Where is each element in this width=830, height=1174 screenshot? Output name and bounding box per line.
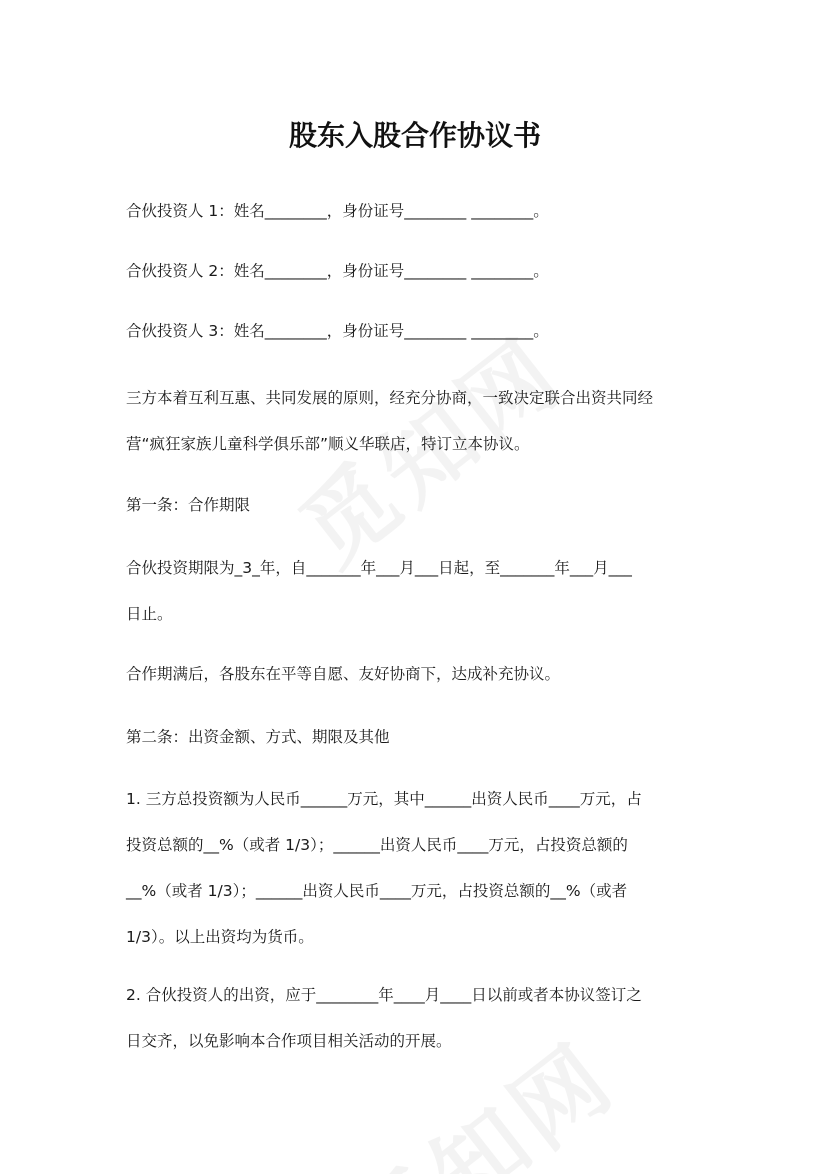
intro-paragraph — [126, 375, 711, 467]
item-2-line: 日交齐，以免影响本合作项目相关活动的开展。 — [126, 1032, 452, 1050]
item-1-line: 投资总额的__%（或者 1/3）；______出资人民币____万元，占投资总额的 — [126, 836, 628, 854]
intro-line: 三方本着互利互惠、共同发展的原则，经充分协商，一致决定联合出资共同经 — [126, 389, 654, 407]
article-2-heading: 第二条：出资金额、方式、期限及其他 — [126, 728, 390, 746]
article-1-heading: 第一条：合作期限 — [126, 496, 251, 514]
item-2-line: 2. 合伙投资人的出资，应于________年____月____日以前或者本协议签订之 — [126, 986, 642, 1004]
investor-3-line: 合伙投资人 3：姓名________，身份证号________ ________。 — [126, 322, 549, 340]
article-2-item-1 — [126, 776, 711, 960]
investor-2-line: 合伙投资人 2：姓名________，身份证号________ ________。 — [126, 262, 549, 280]
article-1-renewal: 合作期满后，各股东在平等自愿、友好协商下，达成补充协议。 — [126, 665, 561, 683]
item-1-line: 1/3）。以上出资均为货币。 — [126, 928, 314, 946]
item-1-line: __%（或者 1/3）；______出资人民币____万元，占投资总额的__%（或者 — [126, 882, 628, 900]
item-1-line: 1. 三方总投资额为人民币______万元，其中______出资人民币____万元，占 — [126, 790, 642, 808]
term-line: 日止。 — [126, 605, 173, 623]
investor-1-line: 合伙投资人 1：姓名________，身份证号________ ________。 — [126, 202, 549, 220]
article-1-term-paragraph — [126, 545, 711, 637]
document-title: 股东入股合作协议书 — [288, 119, 541, 152]
article-2-item-2 — [126, 972, 711, 1064]
term-line: 合伙投资期限为_3_年，自_______年___月___日起，至_______年___月___ — [126, 559, 632, 577]
intro-line: 营“疯狂家族儿童科学俱乐部”顺义华联店，特订立本协议。 — [126, 435, 530, 453]
